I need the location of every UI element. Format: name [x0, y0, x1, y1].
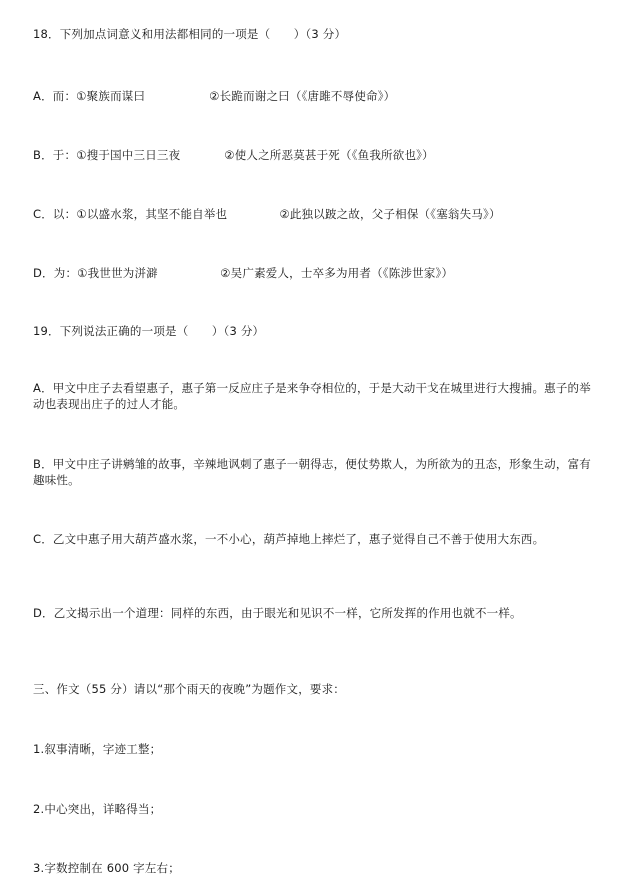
option-item-1: ①搜于国中三日三夜 — [76, 148, 181, 162]
option-label: A．而： — [33, 89, 77, 103]
question-19-option-c: C．乙文中惠子用大葫芦盛水浆，一不小心，葫芦掉地上摔烂了，惠子觉得自己不善于使用大东西。 — [33, 532, 545, 546]
option-item-2: ②使人之所恶莫甚于死（《鱼我所欲也》） — [224, 148, 434, 162]
option-item-1: ①我世世为洴澼 — [77, 266, 158, 280]
essay-requirement-2: 2.中心突出，详略得当； — [33, 802, 162, 816]
question-18-option-d — [33, 265, 593, 281]
option-item-2: ②此独以跛之故，父子相保（《塞翁失马》） — [279, 207, 501, 221]
question-19-option-d: D．乙文揭示出一个道理：同样的东西，由于眼光和见识不一样，它所发挥的作用也就不一样。 — [33, 606, 522, 620]
option-label: B．于： — [33, 148, 77, 162]
option-item-2: ②吴广素爱人，士卒多为用者（《陈涉世家》） — [220, 266, 454, 280]
option-item-2: ②长跪而谢之曰（《唐雎不辱使命》） — [209, 89, 396, 103]
question-18-option-c — [33, 206, 593, 222]
option-item-1: ①以盛水浆，其坚不能自举也 — [76, 207, 228, 221]
question-18-stem: 18．下列加点词意义和用法都相同的一项是（ ）（3 分） — [33, 27, 347, 41]
question-19-stem: 19．下列说法正确的一项是（ ）（3 分） — [33, 324, 265, 338]
essay-requirement-1: 1.叙事清晰，字迹工整； — [33, 742, 162, 756]
question-18-option-a — [33, 88, 593, 104]
option-label: D．为： — [33, 266, 78, 280]
question-18-option-b — [33, 147, 593, 163]
question-19-option-b: B．甲文中庄子讲鹓雏的故事，辛辣地讽刺了惠子一朝得志，便仗势欺人，为所欲为的丑态，形象生动，富有趣味性。 — [33, 457, 591, 487]
question-19-option-a: A．甲文中庄子去看望惠子，惠子第一反应庄子是来争夺相位的，于是大动干戈在城里进行大搜捕。惠子的举动也表现出庄子的过人才能。 — [33, 381, 591, 411]
option-item-1: ①聚族而谋曰 — [76, 89, 146, 103]
option-label: C．以： — [33, 207, 77, 221]
essay-heading: 三、作文（55 分）请以“那个雨天的夜晚”为题作文，要求： — [33, 682, 346, 696]
essay-requirement-3: 3.字数控制在 600 字左右； — [33, 861, 180, 875]
